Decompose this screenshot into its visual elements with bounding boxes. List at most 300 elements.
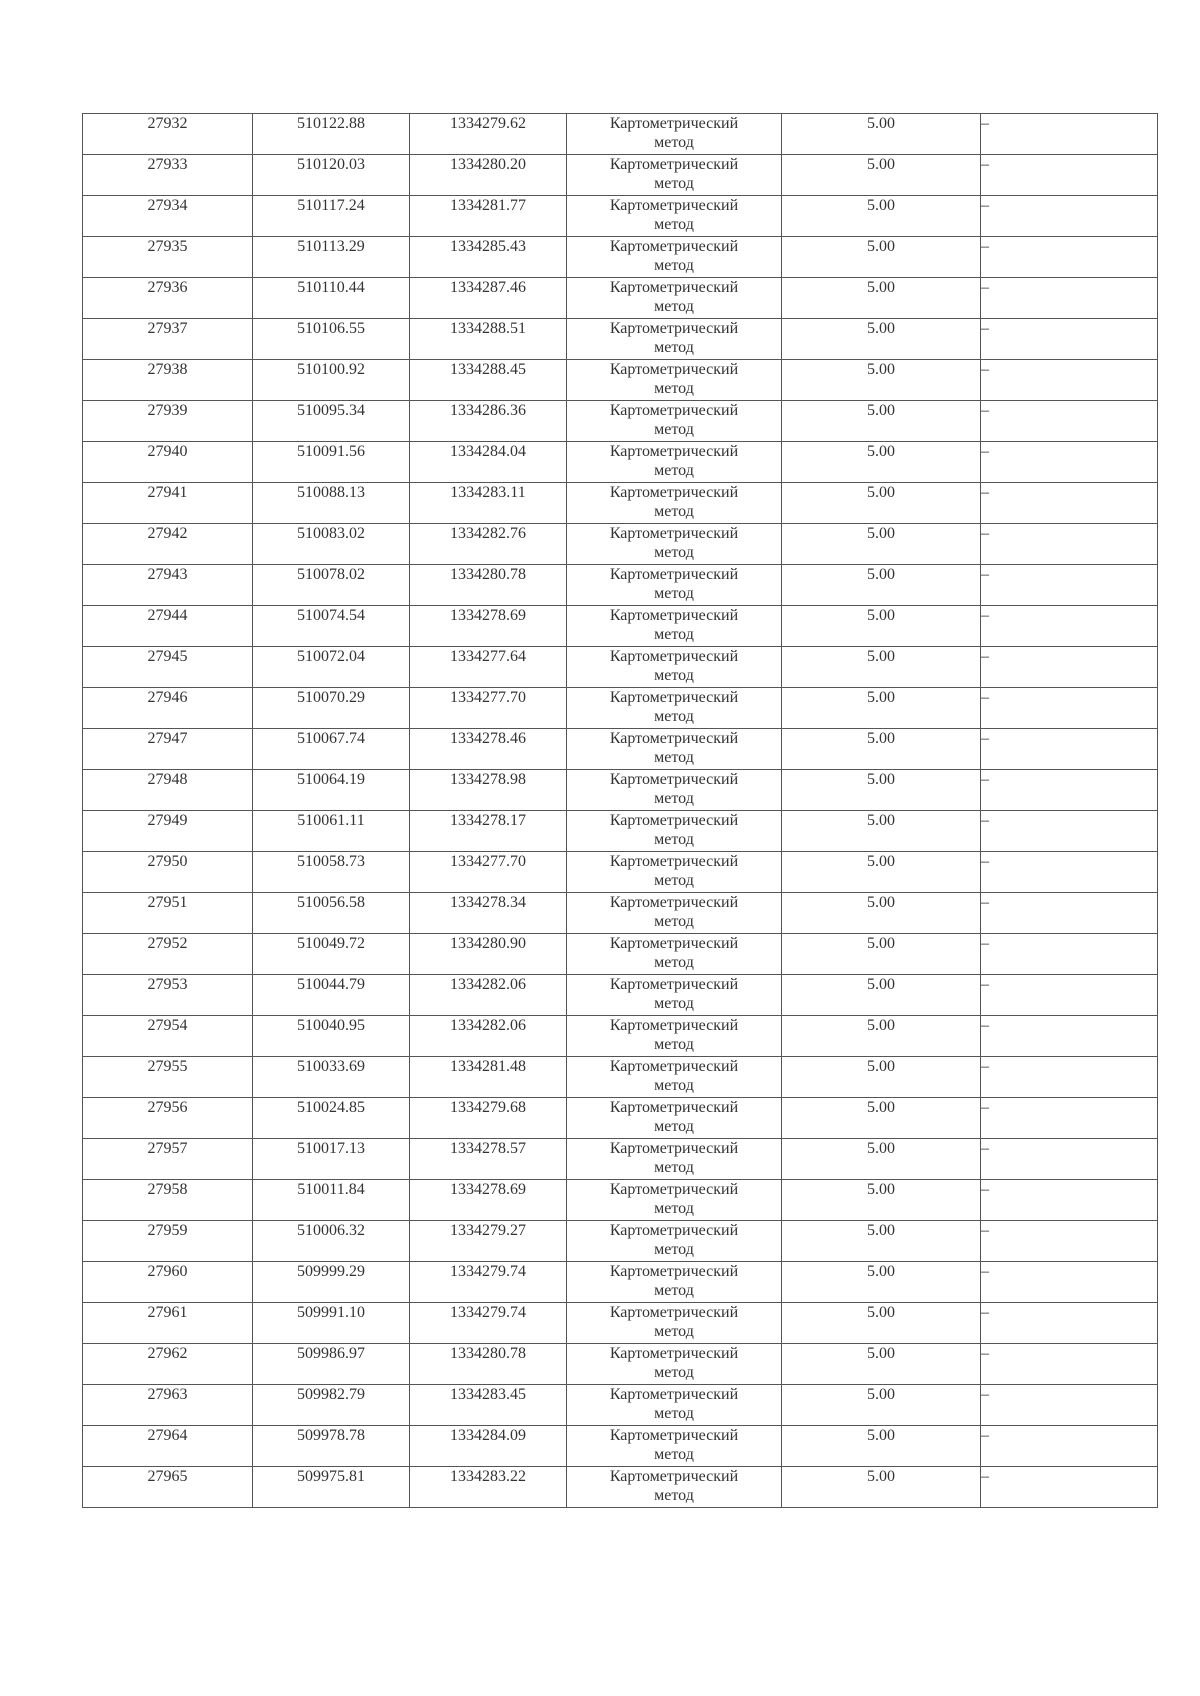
x-coordinate-cell: 510120.03 (253, 155, 410, 196)
y-coordinate-cell: 1334278.57 (410, 1139, 567, 1180)
table-row (83, 688, 1158, 729)
method-cell (567, 114, 782, 155)
method-name: Картометрический (609, 1058, 739, 1075)
y-coordinate-cell: 1334287.46 (410, 278, 567, 319)
accuracy-cell: 5.00 (782, 237, 981, 278)
method-name: Картометрический (609, 566, 739, 583)
point-number-cell: 27947 (83, 729, 253, 770)
table-row (83, 1221, 1158, 1262)
method-name: Картометрический (609, 443, 739, 460)
method-suffix: метод (654, 216, 694, 233)
method-suffix: метод (654, 175, 694, 192)
method-cell (567, 524, 782, 565)
accuracy-cell: 5.00 (782, 1139, 981, 1180)
accuracy-cell: 5.00 (782, 647, 981, 688)
x-coordinate-cell: 510122.88 (253, 114, 410, 155)
method-cell (567, 1303, 782, 1344)
method-suffix: метод (654, 380, 694, 397)
table-row (83, 1426, 1158, 1467)
method-cell (567, 442, 782, 483)
method-suffix: метод (654, 708, 694, 725)
y-coordinate-cell: 1334282.06 (410, 975, 567, 1016)
method-suffix: метод (654, 1487, 694, 1504)
accuracy-cell: 5.00 (782, 1221, 981, 1262)
table-row (83, 1303, 1158, 1344)
method-suffix: метод (654, 298, 694, 315)
method-name: Картометрический (609, 1427, 739, 1444)
table-row (83, 319, 1158, 360)
method-name: Картометрический (609, 1099, 739, 1116)
table-row (83, 442, 1158, 483)
description-cell: – (981, 565, 1158, 606)
method-suffix: метод (654, 626, 694, 643)
point-number-cell: 27951 (83, 893, 253, 934)
x-coordinate-cell: 510106.55 (253, 319, 410, 360)
x-coordinate-cell: 510113.29 (253, 237, 410, 278)
method-cell (567, 278, 782, 319)
x-coordinate-cell: 510091.56 (253, 442, 410, 483)
description-cell: – (981, 770, 1158, 811)
accuracy-cell: 5.00 (782, 319, 981, 360)
table-row (83, 155, 1158, 196)
description-cell: – (981, 1467, 1158, 1508)
method-name: Картометрический (609, 279, 739, 296)
x-coordinate-cell: 510044.79 (253, 975, 410, 1016)
method-name: Картометрический (609, 1263, 739, 1280)
point-number-cell: 27933 (83, 155, 253, 196)
method-cell (567, 647, 782, 688)
y-coordinate-cell: 1334288.45 (410, 360, 567, 401)
method-cell (567, 401, 782, 442)
accuracy-cell: 5.00 (782, 1016, 981, 1057)
method-name: Картометрический (609, 689, 739, 706)
method-suffix: метод (654, 954, 694, 971)
description-cell: – (981, 811, 1158, 852)
method-cell (567, 360, 782, 401)
y-coordinate-cell: 1334283.11 (410, 483, 567, 524)
method-cell (567, 1057, 782, 1098)
accuracy-cell: 5.00 (782, 852, 981, 893)
method-suffix: метод (654, 1077, 694, 1094)
x-coordinate-cell: 510058.73 (253, 852, 410, 893)
point-number-cell: 27955 (83, 1057, 253, 1098)
point-number-cell: 27959 (83, 1221, 253, 1262)
table-row (83, 196, 1158, 237)
method-name: Картометрический (609, 853, 739, 870)
table-row (83, 1262, 1158, 1303)
method-suffix: метод (654, 544, 694, 561)
table-row (83, 1467, 1158, 1508)
point-number-cell: 27944 (83, 606, 253, 647)
x-coordinate-cell: 510088.13 (253, 483, 410, 524)
x-coordinate-cell: 510040.95 (253, 1016, 410, 1057)
description-cell: – (981, 524, 1158, 565)
description-cell: – (981, 975, 1158, 1016)
point-number-cell: 27945 (83, 647, 253, 688)
accuracy-cell: 5.00 (782, 1344, 981, 1385)
description-cell: – (981, 1303, 1158, 1344)
method-suffix: метод (654, 339, 694, 356)
point-number-cell: 27963 (83, 1385, 253, 1426)
method-cell (567, 483, 782, 524)
accuracy-cell: 5.00 (782, 688, 981, 729)
description-cell: – (981, 1426, 1158, 1467)
point-number-cell: 27964 (83, 1426, 253, 1467)
point-number-cell: 27941 (83, 483, 253, 524)
point-number-cell: 27943 (83, 565, 253, 606)
accuracy-cell: 5.00 (782, 196, 981, 237)
description-cell: – (981, 1221, 1158, 1262)
y-coordinate-cell: 1334278.69 (410, 606, 567, 647)
y-coordinate-cell: 1334282.06 (410, 1016, 567, 1057)
method-name: Картометрический (609, 1304, 739, 1321)
method-cell (567, 1467, 782, 1508)
point-number-cell: 27953 (83, 975, 253, 1016)
method-suffix: метод (654, 421, 694, 438)
method-cell (567, 565, 782, 606)
x-coordinate-cell: 510064.19 (253, 770, 410, 811)
accuracy-cell: 5.00 (782, 1180, 981, 1221)
method-name: Картометрический (609, 771, 739, 788)
description-cell: – (981, 729, 1158, 770)
accuracy-cell: 5.00 (782, 934, 981, 975)
method-name: Картометрический (609, 115, 739, 132)
description-cell: – (981, 1344, 1158, 1385)
method-name: Картометрический (609, 197, 739, 214)
accuracy-cell: 5.00 (782, 401, 981, 442)
method-cell (567, 852, 782, 893)
method-suffix: метод (654, 667, 694, 684)
description-cell: – (981, 442, 1158, 483)
x-coordinate-cell: 510067.74 (253, 729, 410, 770)
method-cell (567, 729, 782, 770)
method-cell (567, 975, 782, 1016)
method-name: Картометрический (609, 935, 739, 952)
method-suffix: метод (654, 831, 694, 848)
method-cell (567, 893, 782, 934)
description-cell: – (981, 155, 1158, 196)
description-cell: – (981, 934, 1158, 975)
description-cell: – (981, 1098, 1158, 1139)
description-cell: – (981, 237, 1158, 278)
y-coordinate-cell: 1334284.04 (410, 442, 567, 483)
method-name: Картометрический (609, 525, 739, 542)
x-coordinate-cell: 510117.24 (253, 196, 410, 237)
table-row (83, 1098, 1158, 1139)
accuracy-cell: 5.00 (782, 565, 981, 606)
method-name: Картометрический (609, 156, 739, 173)
y-coordinate-cell: 1334278.98 (410, 770, 567, 811)
x-coordinate-cell: 509999.29 (253, 1262, 410, 1303)
y-coordinate-cell: 1334279.62 (410, 114, 567, 155)
method-cell (567, 1385, 782, 1426)
table-row (83, 1139, 1158, 1180)
method-name: Картометрический (609, 320, 739, 337)
method-suffix: метод (654, 913, 694, 930)
method-suffix: метод (654, 585, 694, 602)
point-number-cell: 27958 (83, 1180, 253, 1221)
x-coordinate-cell: 509978.78 (253, 1426, 410, 1467)
y-coordinate-cell: 1334278.46 (410, 729, 567, 770)
method-name: Картометрический (609, 484, 739, 501)
method-suffix: метод (654, 1036, 694, 1053)
table-row (83, 1180, 1158, 1221)
method-cell (567, 688, 782, 729)
method-cell (567, 1016, 782, 1057)
method-cell (567, 1221, 782, 1262)
y-coordinate-cell: 1334278.34 (410, 893, 567, 934)
method-suffix: метод (654, 1364, 694, 1381)
description-cell: – (981, 360, 1158, 401)
y-coordinate-cell: 1334282.76 (410, 524, 567, 565)
method-cell (567, 934, 782, 975)
method-name: Картометрический (609, 1222, 739, 1239)
accuracy-cell: 5.00 (782, 1385, 981, 1426)
table-row (83, 811, 1158, 852)
method-cell (567, 237, 782, 278)
x-coordinate-cell: 509986.97 (253, 1344, 410, 1385)
y-coordinate-cell: 1334280.78 (410, 1344, 567, 1385)
point-number-cell: 27965 (83, 1467, 253, 1508)
x-coordinate-cell: 510072.04 (253, 647, 410, 688)
description-cell: – (981, 319, 1158, 360)
y-coordinate-cell: 1334278.17 (410, 811, 567, 852)
method-suffix: метод (654, 1241, 694, 1258)
method-name: Картометрический (609, 1468, 739, 1485)
point-number-cell: 27932 (83, 114, 253, 155)
point-number-cell: 27957 (83, 1139, 253, 1180)
x-coordinate-cell: 509991.10 (253, 1303, 410, 1344)
description-cell: – (981, 606, 1158, 647)
description-cell: – (981, 1262, 1158, 1303)
table-body (83, 114, 1158, 1508)
method-cell (567, 1344, 782, 1385)
method-cell (567, 1262, 782, 1303)
x-coordinate-cell: 510049.72 (253, 934, 410, 975)
method-suffix: метод (654, 1200, 694, 1217)
method-suffix: метод (654, 790, 694, 807)
method-name: Картометрический (609, 648, 739, 665)
accuracy-cell: 5.00 (782, 811, 981, 852)
coordinates-table (82, 113, 1158, 1508)
description-cell: – (981, 401, 1158, 442)
x-coordinate-cell: 510061.11 (253, 811, 410, 852)
method-suffix: метод (654, 257, 694, 274)
point-number-cell: 27942 (83, 524, 253, 565)
method-cell (567, 811, 782, 852)
method-cell (567, 1139, 782, 1180)
y-coordinate-cell: 1334278.69 (410, 1180, 567, 1221)
accuracy-cell: 5.00 (782, 606, 981, 647)
point-number-cell: 27962 (83, 1344, 253, 1385)
y-coordinate-cell: 1334277.64 (410, 647, 567, 688)
accuracy-cell: 5.00 (782, 1098, 981, 1139)
method-suffix: метод (654, 1446, 694, 1463)
method-suffix: метод (654, 749, 694, 766)
y-coordinate-cell: 1334281.77 (410, 196, 567, 237)
point-number-cell: 27938 (83, 360, 253, 401)
x-coordinate-cell: 509975.81 (253, 1467, 410, 1508)
description-cell: – (981, 1016, 1158, 1057)
method-suffix: метод (654, 503, 694, 520)
x-coordinate-cell: 510074.54 (253, 606, 410, 647)
method-cell (567, 606, 782, 647)
y-coordinate-cell: 1334279.68 (410, 1098, 567, 1139)
table-row (83, 647, 1158, 688)
point-number-cell: 27939 (83, 401, 253, 442)
method-suffix: метод (654, 995, 694, 1012)
x-coordinate-cell: 510006.32 (253, 1221, 410, 1262)
table-row (83, 606, 1158, 647)
point-number-cell: 27954 (83, 1016, 253, 1057)
accuracy-cell: 5.00 (782, 975, 981, 1016)
method-suffix: метод (654, 1118, 694, 1135)
y-coordinate-cell: 1334279.74 (410, 1262, 567, 1303)
description-cell: – (981, 852, 1158, 893)
method-suffix: метод (654, 1159, 694, 1176)
table-row (83, 524, 1158, 565)
x-coordinate-cell: 510095.34 (253, 401, 410, 442)
accuracy-cell: 5.00 (782, 114, 981, 155)
table-row (83, 278, 1158, 319)
accuracy-cell: 5.00 (782, 729, 981, 770)
accuracy-cell: 5.00 (782, 278, 981, 319)
method-cell (567, 1426, 782, 1467)
y-coordinate-cell: 1334277.70 (410, 688, 567, 729)
method-name: Картометрический (609, 1140, 739, 1157)
x-coordinate-cell: 510033.69 (253, 1057, 410, 1098)
point-number-cell: 27961 (83, 1303, 253, 1344)
x-coordinate-cell: 509982.79 (253, 1385, 410, 1426)
table-row (83, 975, 1158, 1016)
table-row (83, 1344, 1158, 1385)
y-coordinate-cell: 1334286.36 (410, 401, 567, 442)
table-row (83, 1016, 1158, 1057)
table-row (83, 934, 1158, 975)
accuracy-cell: 5.00 (782, 1303, 981, 1344)
x-coordinate-cell: 510070.29 (253, 688, 410, 729)
y-coordinate-cell: 1334283.22 (410, 1467, 567, 1508)
method-suffix: метод (654, 134, 694, 151)
y-coordinate-cell: 1334281.48 (410, 1057, 567, 1098)
table-row (83, 852, 1158, 893)
accuracy-cell: 5.00 (782, 1262, 981, 1303)
method-name: Картометрический (609, 976, 739, 993)
method-suffix: метод (654, 462, 694, 479)
accuracy-cell: 5.00 (782, 1467, 981, 1508)
table-row (83, 565, 1158, 606)
y-coordinate-cell: 1334284.09 (410, 1426, 567, 1467)
point-number-cell: 27946 (83, 688, 253, 729)
description-cell: – (981, 1139, 1158, 1180)
point-number-cell: 27936 (83, 278, 253, 319)
method-name: Картометрический (609, 402, 739, 419)
table-row (83, 893, 1158, 934)
point-number-cell: 27934 (83, 196, 253, 237)
table-row (83, 1057, 1158, 1098)
y-coordinate-cell: 1334279.27 (410, 1221, 567, 1262)
x-coordinate-cell: 510110.44 (253, 278, 410, 319)
y-coordinate-cell: 1334280.90 (410, 934, 567, 975)
point-number-cell: 27949 (83, 811, 253, 852)
x-coordinate-cell: 510083.02 (253, 524, 410, 565)
point-number-cell: 27937 (83, 319, 253, 360)
description-cell: – (981, 483, 1158, 524)
y-coordinate-cell: 1334285.43 (410, 237, 567, 278)
method-cell (567, 1180, 782, 1221)
table-row (83, 729, 1158, 770)
accuracy-cell: 5.00 (782, 360, 981, 401)
point-number-cell: 27956 (83, 1098, 253, 1139)
point-number-cell: 27940 (83, 442, 253, 483)
method-suffix: метод (654, 1282, 694, 1299)
x-coordinate-cell: 510017.13 (253, 1139, 410, 1180)
method-name: Картометрический (609, 1181, 739, 1198)
y-coordinate-cell: 1334279.74 (410, 1303, 567, 1344)
y-coordinate-cell: 1334280.20 (410, 155, 567, 196)
table-row (83, 237, 1158, 278)
accuracy-cell: 5.00 (782, 524, 981, 565)
method-suffix: метод (654, 1405, 694, 1422)
description-cell: – (981, 1180, 1158, 1221)
table-row (83, 401, 1158, 442)
method-name: Картометрический (609, 1017, 739, 1034)
method-suffix: метод (654, 872, 694, 889)
method-cell (567, 1098, 782, 1139)
x-coordinate-cell: 510056.58 (253, 893, 410, 934)
description-cell: – (981, 196, 1158, 237)
x-coordinate-cell: 510078.02 (253, 565, 410, 606)
accuracy-cell: 5.00 (782, 770, 981, 811)
accuracy-cell: 5.00 (782, 1057, 981, 1098)
accuracy-cell: 5.00 (782, 483, 981, 524)
method-cell (567, 155, 782, 196)
method-name: Картометрический (609, 1386, 739, 1403)
table-row (83, 1385, 1158, 1426)
accuracy-cell: 5.00 (782, 442, 981, 483)
method-name: Картометрический (609, 1345, 739, 1362)
y-coordinate-cell: 1334288.51 (410, 319, 567, 360)
method-name: Картометрический (609, 894, 739, 911)
method-suffix: метод (654, 1323, 694, 1340)
x-coordinate-cell: 510100.92 (253, 360, 410, 401)
x-coordinate-cell: 510011.84 (253, 1180, 410, 1221)
table-row (83, 770, 1158, 811)
point-number-cell: 27935 (83, 237, 253, 278)
table-row (83, 483, 1158, 524)
description-cell: – (981, 647, 1158, 688)
method-name: Картометрический (609, 812, 739, 829)
description-cell: – (981, 114, 1158, 155)
description-cell: – (981, 1057, 1158, 1098)
point-number-cell: 27950 (83, 852, 253, 893)
description-cell: – (981, 1385, 1158, 1426)
description-cell: – (981, 278, 1158, 319)
method-cell (567, 319, 782, 360)
method-name: Картометрический (609, 607, 739, 624)
x-coordinate-cell: 510024.85 (253, 1098, 410, 1139)
point-number-cell: 27948 (83, 770, 253, 811)
method-cell (567, 196, 782, 237)
description-cell: – (981, 893, 1158, 934)
y-coordinate-cell: 1334280.78 (410, 565, 567, 606)
table-row (83, 360, 1158, 401)
description-cell: – (981, 688, 1158, 729)
accuracy-cell: 5.00 (782, 155, 981, 196)
y-coordinate-cell: 1334277.70 (410, 852, 567, 893)
method-name: Картометрический (609, 238, 739, 255)
point-number-cell: 27960 (83, 1262, 253, 1303)
